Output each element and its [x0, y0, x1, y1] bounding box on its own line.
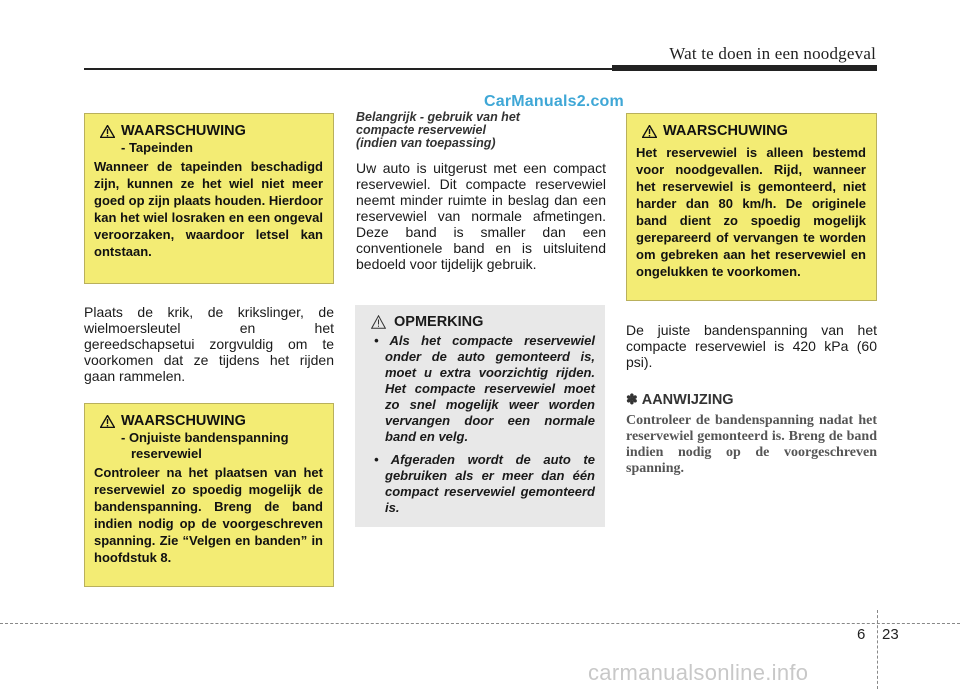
warning-title: WAARSCHUWING — [663, 123, 788, 139]
middle-paragraph: Uw auto is uitgerust met een compact reservewiel. Dit compacte reservewiel neemt minder ruimte in beslag dan een reservewiel van normale afmetingen. Deze band is smaller dan een conventionele band en is uitsluitend bedoeld voor tijdelijk gebruik. — [356, 160, 606, 272]
warning-title: WAARSCHUWING — [121, 413, 246, 429]
header-rule — [84, 68, 612, 70]
note-item-text: Afgeraden wordt de auto te gebruiken als er meer dan één compact reservewiel gemonteerd is. — [385, 452, 595, 515]
tip-title: AANWIJZING — [641, 391, 734, 408]
footer-rule — [0, 623, 960, 624]
warning-title-row — [94, 413, 323, 430]
header-bar — [612, 65, 877, 71]
section-heading-line3: (indien van toepassing) — [356, 136, 496, 150]
left-paragraph: Plaats de krik, de krikslinger, de wielmoersleutel en het gereedschapsetui zorgvuldig om te voorkomen dat ze tijdens het rijden gaan rammelen. — [84, 304, 334, 384]
section-title: Wat te doen in een noodgeval — [669, 44, 876, 63]
warning-triangle-icon — [100, 125, 115, 138]
warning-box-reservewiel — [626, 113, 877, 301]
right-paragraph: De juiste bandenspanning van het compacte reservewiel is 420 kPa (60 psi). — [626, 322, 877, 370]
note-item: • Als het compacte reservewiel onder de auto gemonteerd is, moet u extra voorzichtig rijden. Het compacte reservewiel moet zo snel mogelijk weer worden vervangen door een normale band en velg. — [374, 333, 596, 444]
warning-box-bandenspanning — [84, 403, 334, 587]
warning-subtitle-line1: - Onjuiste bandenspanning — [121, 430, 289, 445]
watermark-top: CarManuals2.com — [484, 93, 624, 110]
section-heading — [356, 111, 606, 150]
watermark-bottom: carmanualsonline.info — [588, 660, 809, 685]
warning-title: WAARSCHUWING — [121, 123, 246, 139]
warning-subtitle-line2: reservewiel — [131, 446, 202, 461]
page-number: 23 — [882, 626, 899, 643]
asterisk-icon: ✽ — [626, 391, 638, 407]
section-heading-line1: Belangrijk - gebruik van het — [356, 110, 520, 124]
note-item: • Afgeraden wordt de auto te gebruiken als er meer dan één compact reservewiel gemonteerd is. — [374, 452, 595, 515]
tip-body: Controleer de bandenspanning nadat het reservewiel gemonteerd is. Breng de band indien nodig op de voorgeschreven spanning. — [626, 413, 877, 476]
warning-subtitle — [94, 430, 323, 462]
warning-body: Controleer na het plaatsen van het reservewiel zo spoedig mogelijk de bandenspanning. Breng de band indien nodig op de voorgeschreven spanning. Zie “Velgen en banden” in hoofdstuk 8. — [94, 465, 323, 565]
note-title: OPMERKING — [394, 314, 484, 330]
warning-title-row — [94, 123, 323, 140]
section-heading-line2: compacte reservewiel — [356, 123, 486, 137]
warning-title-row — [636, 123, 866, 140]
note-title-row — [365, 314, 595, 330]
footer-divider — [877, 610, 878, 689]
warning-triangle-icon — [100, 415, 115, 428]
warning-box-tapeinden — [84, 113, 334, 284]
chapter-number: 6 — [857, 626, 866, 643]
warning-subtitle: - Tapeinden — [121, 140, 193, 155]
warning-body: Het reservewiel is alleen bestemd voor noodgevallen. Rijd, wanneer het reservewiel is gemonteerd, niet harder dan 80 km/h. De originele band dient zo spoedig mogelijk gerepareerd of vervangen te worden om gebreken aan het reservewiel en ongelukken te voorkomen. — [636, 145, 866, 279]
warning-body: Wanneer de tapeinden beschadigd zijn, kunnen ze het wiel niet meer goed op zijn plaats houden. Hierdoor kan het wiel losraken en een ongeval veroorzaken, waardoor letsel kan ontstaan. — [94, 159, 323, 259]
note-item-text: Als het compacte reservewiel onder de auto gemonteerd is, moet u extra voorzichtig rijden. Het compacte reservewiel moet zo snel mogelijk weer worden vervangen door een normale band en velg. — [385, 333, 596, 444]
caution-triangle-icon — [371, 315, 386, 329]
note-box — [355, 305, 605, 527]
tip-title-row — [626, 391, 734, 408]
warning-triangle-icon — [642, 125, 657, 138]
